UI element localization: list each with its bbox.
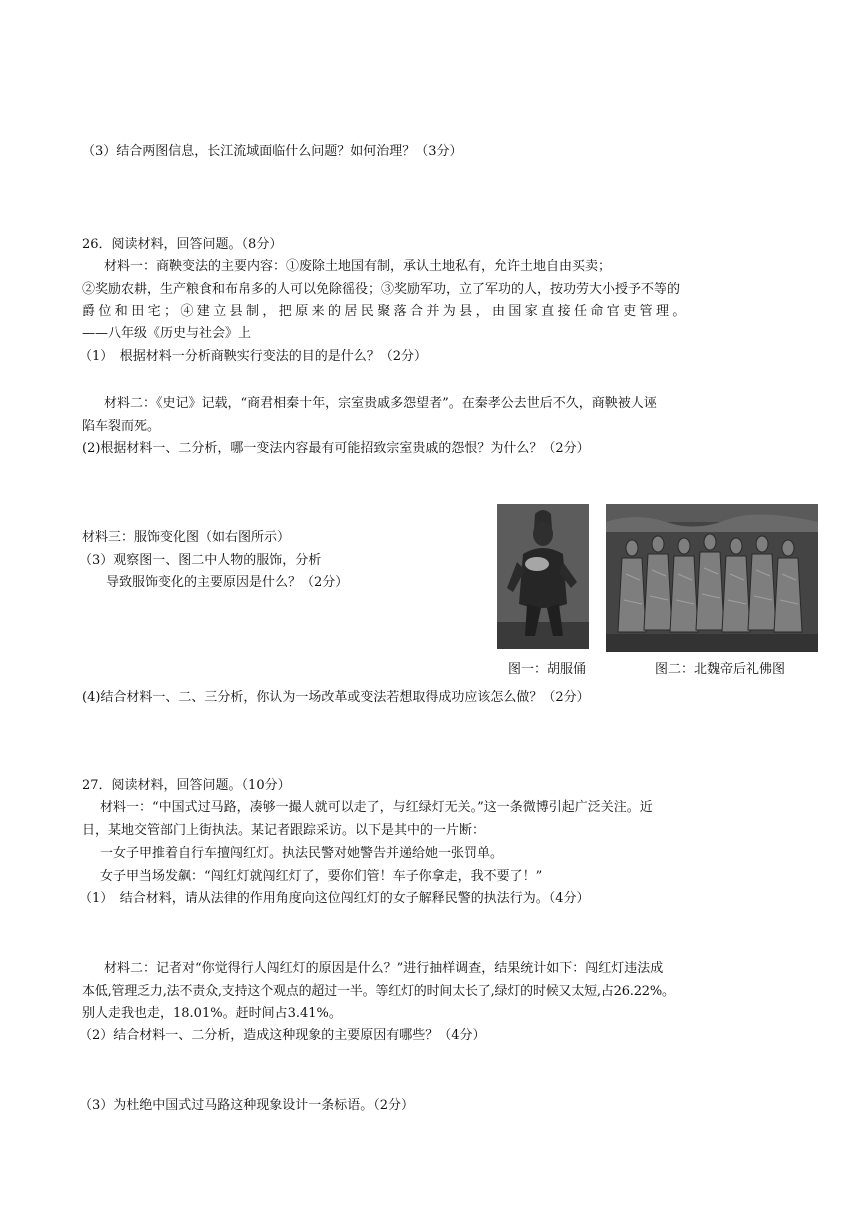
- relief-illustration: [606, 504, 818, 652]
- q26-heading: 26．阅读材料，回答问题。（8分）: [82, 237, 283, 252]
- q27-material1-line3: 一女子甲推着自行车擅闯红灯。执法民警对她警告并递给她一张罚单。: [100, 846, 504, 861]
- q25-sub3: （3）结合两图信息，长江流域面临什么问题？如何治理？（3分）: [82, 144, 463, 159]
- q27-material2-line2: 本低,管理乏力,法不责众,支持这个观点的超过一半。等红灯的时间太长了,绿灯的时候又太短,占26.22%。: [82, 984, 675, 999]
- figure2-caption: 图二：北魏帝后礼佛图: [655, 662, 786, 677]
- q27-material2-line1: 材料二：记者对“你觉得行人闯红灯的原因是什么？”进行抽样调查，结果统计如下：闯红灯违法成: [104, 961, 664, 976]
- q26-material1-line3-text: 爵位和田宅；④建立县制，把原来的居民聚落合并为县，由国家直接任命官吏管理。: [82, 304, 689, 319]
- q26-material1-line2: ②奖励农耕，生产粮食和布帛多的人可以免除徭役；③奖励军功，立了军功的人，按功劳大小授予不等的: [82, 282, 681, 297]
- q26-material2-line2: 陷车裂而死。: [82, 419, 161, 434]
- q27-material1-line4: 女子甲当场发飙：“闯红灯就闯红灯了，要你们管！车子你拿走，我不要了！”: [100, 869, 543, 884]
- q26-question1: （1） 根据材料一分析商鞅实行变法的目的是什么？（2分）: [79, 349, 428, 364]
- q26-question2: (2)根据材料一、二分析，哪一变法内容最有可能招致宗室贵戚的怨恨？为什么？（2分）: [82, 441, 590, 456]
- q27-material1-line1: 材料一：“中国式过马路，凑够一撮人就可以走了，与红绿灯无关。”这一条微博引起广泛关注。近: [100, 800, 653, 815]
- q27-question2: （2）结合材料一、二分析，造成这种现象的主要原因有哪些？（4分）: [79, 1028, 486, 1043]
- q26-question3-line2: 导致服饰变化的主要原因是什么？（2分）: [106, 575, 349, 590]
- q26-material1-line1: 材料一：商鞅变法的主要内容：①废除土地国有制，承认土地私有，允许土地自由买卖；: [104, 259, 612, 274]
- q27-material1-line2: 日，某地交管部门上街执法。某记者跟踪采访。以下是其中的一片断：: [82, 823, 486, 838]
- figurine-illustration: [497, 504, 589, 649]
- figure2-northern-wei-relief-photo: [606, 504, 818, 652]
- q26-material1-line3: [82, 303, 778, 321]
- q27-heading: 27．阅读材料，回答问题。（10分）: [82, 778, 291, 793]
- q26-material2-line1: 材料二：《史记》记载，“商君相秦十年，宗室贵戚多怨望者”。在秦孝公去世后不久，商鞅被人诬: [104, 396, 657, 411]
- q26-material1-source: ——八年级《历史与社会》上: [82, 326, 252, 341]
- q27-material2-line3: 别人走我也走，18.01%。赶时间占3.41%。: [82, 1006, 342, 1021]
- q26-material3: 材料三：服饰变化图（如右图所示）: [82, 530, 291, 545]
- q27-question1: （1） 结合材料，请从法律的作用角度向这位闯红灯的女子解释民警的执法行为。（4分）: [79, 891, 590, 906]
- q26-question4: (4)结合材料一、二、三分析，你认为一场改革或变法若想取得成功应该怎么做？（2分）: [82, 690, 590, 705]
- q26-question3-line1: （3）观察图一、图二中人物的服饰，分析: [79, 553, 322, 568]
- figure1-caption: 图一：胡服俑: [508, 662, 587, 677]
- q27-question3: （3）为杜绝中国式过马路这种现象设计一条标语。（2分）: [79, 1098, 415, 1113]
- figure1-hufu-figurine-photo: [497, 504, 589, 649]
